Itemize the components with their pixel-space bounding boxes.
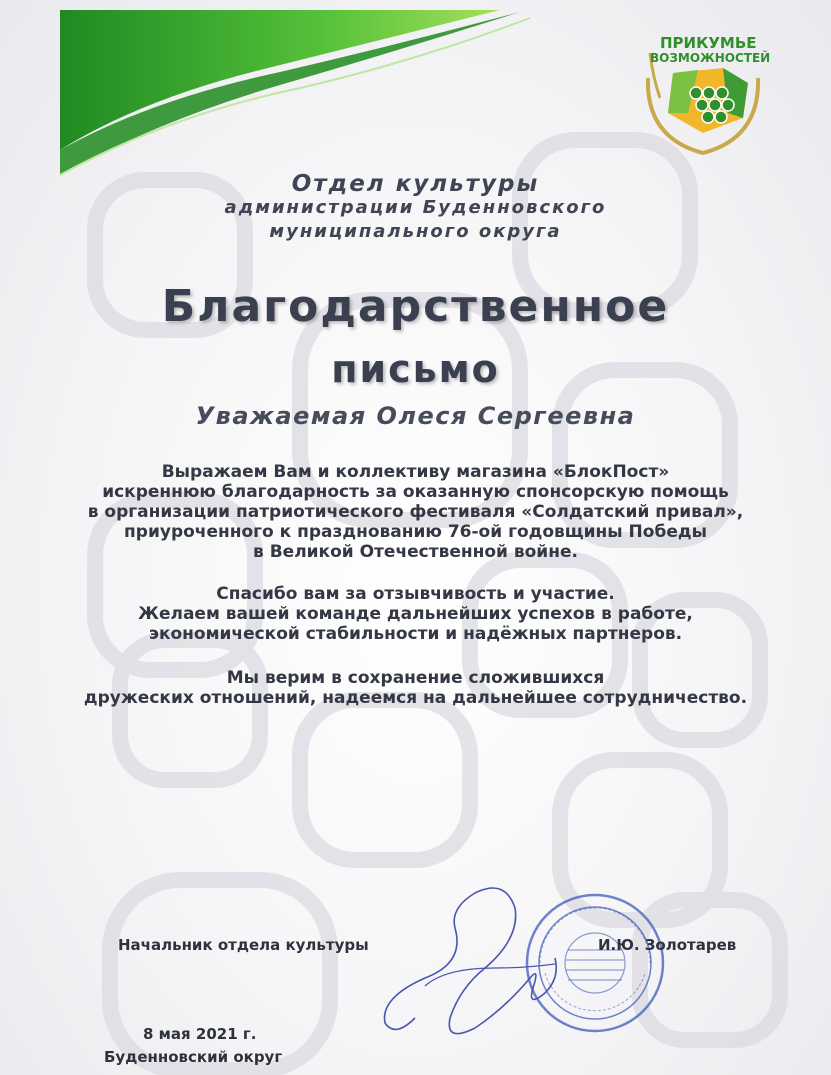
title-line2: письмо: [331, 347, 500, 391]
paragraph3-line: дружеских отношений, надеемся на дальнейшее сотрудничество.: [83, 688, 748, 708]
paragraph-cooperation: [0, 668, 831, 708]
logo-line2: ВОЗМОЖНОСТЕЙ: [650, 51, 771, 65]
greeting: Уважаемая Олеся Сергеевна: [195, 402, 636, 430]
paragraph2-line: экономической стабильности и надёжных партнеров.: [148, 624, 683, 644]
paragraph1-line: в организации патриотического фестиваля «Солдатский привал»,: [87, 502, 744, 522]
document-date: 8 мая 2021 г.: [143, 1025, 257, 1043]
paragraph2-line: Желаем вашей команде дальнейших успехов в работе,: [138, 604, 693, 624]
header-line2: администрации Буденновского: [224, 197, 607, 218]
logo-line1: ПРИКУМЬЕ: [660, 34, 757, 52]
header-line3: муниципального округа: [269, 221, 562, 242]
document-title: [0, 276, 831, 400]
handwritten-signature: [355, 868, 575, 1058]
header-line1: Отдел культуры: [291, 171, 540, 197]
document-place: Буденновский округ: [104, 1048, 283, 1066]
paragraph3-line: Мы верим в сохранение сложившихся: [226, 668, 605, 688]
title-line1: Благодарственное: [161, 281, 670, 332]
paragraph-gratitude: [0, 462, 831, 562]
logo-emblem: [628, 18, 778, 168]
signatory-name: И.Ю. Золотарев: [598, 936, 737, 954]
department-header: [0, 172, 831, 244]
paragraph1-line: Выражаем Вам и коллективу магазина «БлокПост»: [161, 462, 670, 482]
paragraph-wishes: [0, 584, 831, 644]
paragraph2-line: Спасибо вам за отзывчивость и участие.: [216, 584, 615, 604]
signatory-position: Начальник отдела культуры: [118, 936, 369, 954]
paragraph1-line: приуроченного к празднованию 76-ой годовщины Победы: [124, 522, 707, 542]
paragraph1-line: искреннюю благодарность за оказанную спонсорскую помощь: [102, 482, 729, 502]
paragraph1-line: в Великой Отечественной войне.: [253, 542, 578, 562]
